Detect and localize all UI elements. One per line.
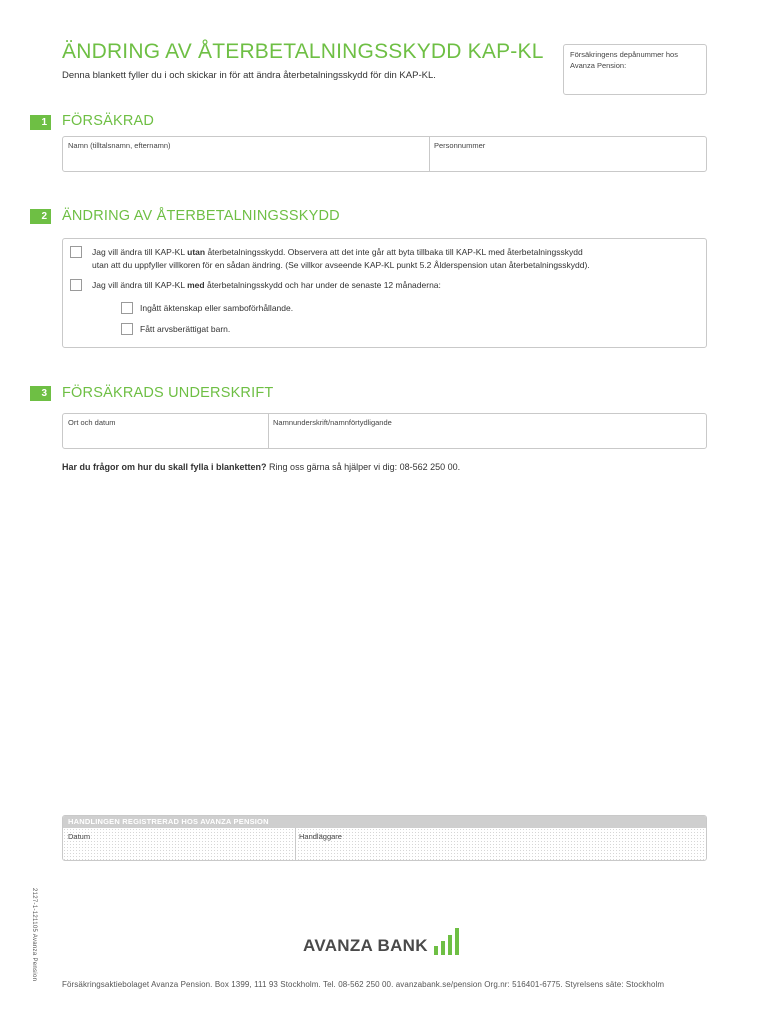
registration-handler-label: Handläggare	[299, 832, 342, 841]
section-1-number: 1	[30, 115, 51, 130]
form-subtitle: Denna blankett fyller du i och skickar in för att ändra återbetalningsskydd för din KAP-KL.	[62, 70, 436, 81]
signature-input[interactable]	[269, 414, 706, 448]
personnummer-input[interactable]	[430, 137, 706, 171]
registration-date-label: Datum	[68, 832, 91, 841]
place-date-input[interactable]	[63, 414, 268, 448]
personnummer-field-label: Personnummer	[434, 141, 486, 150]
section-2-title: ÄNDRING AV ÅTERBETALNINGSSKYDD	[62, 208, 340, 224]
help-text: Har du frågor om hur du skall fylla i blanketten? Ring oss gärna så hjälper vi dig: 08-562 250 00.	[62, 462, 461, 472]
section-3-title: FÖRSÄKRADS UNDERSKRIFT	[62, 385, 274, 401]
footer-company-info: Försäkringsaktiebolaget Avanza Pension. Box 1399, 111 93 Stockholm. Tel. 08-562 250 00. avanzabank.se/pension Org.nr: 516401-6775. Styrelsens säte: Stockholm	[62, 980, 665, 989]
option-without-protection-checkbox[interactable]	[70, 246, 82, 258]
name-input[interactable]	[63, 137, 429, 171]
marriage-option-text: Ingått äktenskap eller samboförhållande.	[140, 303, 294, 313]
child-checkbox[interactable]	[121, 323, 133, 335]
section-3-number: 3	[30, 386, 51, 401]
place-date-label: Ort och datum	[68, 418, 116, 427]
depot-number-label: Försäkringens depånummer hos Avanza Pension:	[570, 50, 678, 70]
section-1-title: FÖRSÄKRAD	[62, 113, 155, 129]
marriage-checkbox[interactable]	[121, 302, 133, 314]
section-2-number: 2	[30, 209, 51, 224]
registration-header: HANDLINGEN REGISTRERAD HOS AVANZA PENSION	[63, 816, 706, 828]
signature-label: Namnunderskrift/namnförtydligande	[273, 418, 392, 427]
option-without-protection-text: Jag vill ändra till KAP-KL utan återbetalningsskydd. Observera att det inte går att byta tillbaka till KAP-KL med återbetalningsskydd utan att du uppfyller villkoren för en sådan ändring. (Se villkor avseende KAP-KL punkt 5.2 Ålderspension utan återbetalningsskydd).	[92, 247, 590, 270]
name-field-label: Namn (tilltalsnamn, efternamn)	[68, 141, 171, 150]
avanza-bank-logo-text: AVANZA BANK	[303, 936, 428, 955]
field-divider	[295, 828, 296, 861]
form-title: ÄNDRING AV ÅTERBETALNINGSSKYDD KAP-KL	[62, 40, 544, 63]
option-with-protection-checkbox[interactable]	[70, 279, 82, 291]
depot-number-field[interactable]	[563, 44, 707, 95]
form-code: 2127-1-121105 Avanza Pension	[31, 888, 37, 982]
avanza-bars-icon	[434, 920, 464, 955]
child-option-text: Fått arvsberättigat barn.	[140, 324, 231, 334]
option-with-protection-text: Jag vill ändra till KAP-KL med återbetalningsskydd och har under de senaste 12 månaderna:	[92, 280, 441, 290]
registration-box	[62, 815, 707, 861]
